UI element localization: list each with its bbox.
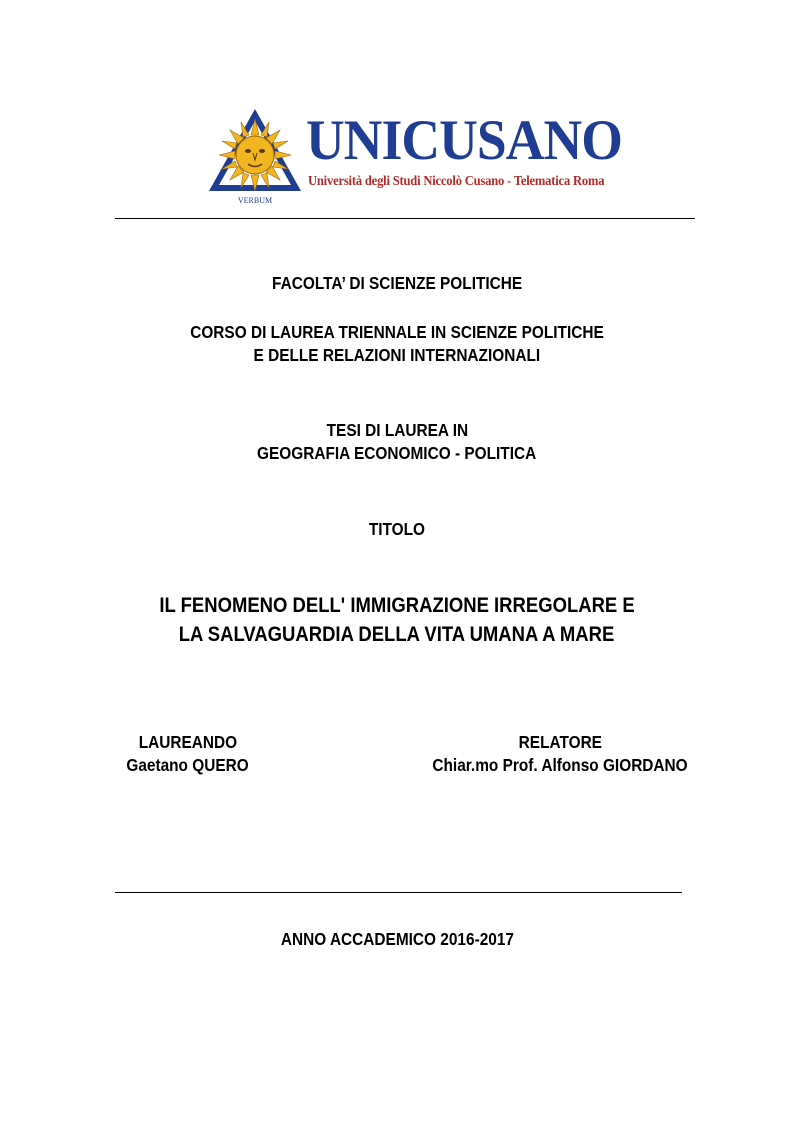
bottom-divider: [115, 892, 682, 893]
logo-wordmark: UNICUSANO: [306, 109, 623, 172]
graduand-label: LAUREANDO: [138, 732, 237, 752]
graduand-name: Gaetano QUERO: [126, 755, 249, 775]
university-logo: [205, 103, 623, 213]
thesis-heading: TESI DI LAUREA IN GEOGRAFIA ECONOMICO - POLITICA: [257, 420, 537, 463]
academic-year: ANNO ACCADEMICO 2016-2017: [280, 929, 514, 949]
graduand-block: [100, 731, 275, 777]
sun-seal-icon: [205, 103, 305, 213]
course-heading: CORSO DI LAUREA TRIENNALE IN SCIENZE POLITICHE E DELLE RELAZIONI INTERNAZIONALI: [190, 322, 604, 365]
supervisor-name: Chiar.mo Prof. Alfonso GIORDANO: [432, 755, 688, 775]
logo-subtitle: Università degli Studi Niccolò Cusano - Telematica Roma: [308, 173, 605, 188]
thesis-title: IL FENOMENO DELL' IMMIGRAZIONE IRREGOLARE E LA SALVAGUARDIA DELLA VITA UMANA A MARE: [159, 594, 635, 646]
top-divider: [115, 218, 695, 219]
supervisor-label: RELATORE: [518, 732, 602, 752]
title-label: TITOLO: [368, 519, 426, 539]
seal-text: VERBUM: [237, 196, 273, 205]
supervisor-block: [390, 731, 730, 777]
faculty-heading: FACOLTA’ DI SCIENZE POLITICHE: [271, 273, 523, 293]
